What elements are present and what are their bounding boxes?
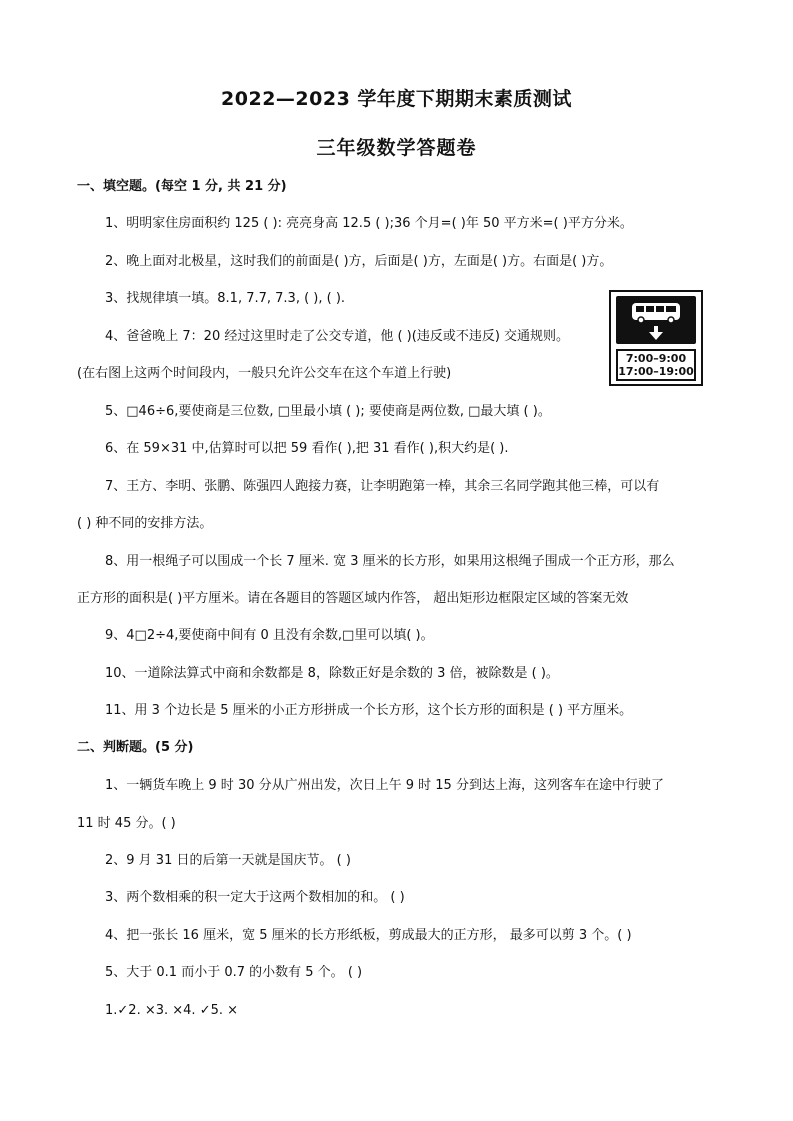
q1-4: 4、爸爸晚上 7：20 经过这里时走了公交专道，他 ( )(违反或不违反) 交通规则。 — [105, 329, 570, 344]
q1-4-note: (在右图上这两个时间段内，一般只允许公交车在这个车道上行驶) — [77, 366, 452, 381]
q2-5: 5、大于 0.1 而小于 0.7 的小数有 5 个。 ( ) — [105, 965, 363, 980]
bus-icon — [616, 296, 696, 344]
q2-2: 2、9 月 31 日的后第一天就是国庆节。 ( ) — [105, 853, 351, 868]
section1-heading: 一、填空题。(每空 1 分, 共 21 分) — [77, 179, 287, 194]
q1-11: 11、用 3 个边长是 5 厘米的小正方形拼成一个长方形，这个长方形的面积是 ( ) 平方厘米。 — [105, 703, 633, 718]
q1-9: 9、4□2÷4,要使商中间有 0 且没有余数,□里可以填( )。 — [105, 628, 434, 643]
bus-lane-time-morning: 7:00–9:00 — [625, 352, 687, 365]
exam-subtitle: 三年级数学答题卷 — [316, 137, 477, 159]
exam-title: 2022—2023 学年度下期期末素质测试 — [221, 88, 572, 110]
bus-lane-sign-panel — [616, 296, 696, 344]
q2-3: 3、两个数相乘的积一定大于这两个数相加的和。 ( ) — [105, 890, 405, 905]
q2-4: 4、把一张长 16 厘米，宽 5 厘米的长方形纸板，剪成最大的正方形， 最多可以剪 3 个。( ) — [105, 928, 632, 943]
q1-1: 1、明明家住房面积约 125 ( ): 亮亮身高 12.5 ( );36 个月=( )年 50 平方米=( )平方分米。 — [105, 216, 633, 231]
q1-5: 5、□46÷6,要使商是三位数, □里最小填 ( ); 要使商是两位数, □最大填 ( )。 — [105, 404, 551, 419]
section2-heading: 二、判断题。(5 分) — [77, 740, 194, 755]
q1-6: 6、在 59×31 中,估算时可以把 59 看作( ),把 31 看作( ),积大约是( ). — [105, 441, 509, 456]
section2-answers: 1.✓2. ×3. ×4. ✓5. × — [105, 1003, 239, 1018]
q2-1: 1、一辆货车晚上 9 时 30 分从广州出发，次日上午 9 时 15 分到达上海，这列客车在途中行驶了 — [105, 778, 664, 793]
q1-8: 8、用一根绳子可以围成一个长 7 厘米. 宽 3 厘米的长方形，如果用这根绳子围成一个正方形，那么 — [105, 554, 675, 569]
q2-1-cont: 11 时 45 分。( ) — [77, 816, 176, 831]
bus-lane-time-evening: 17:00–19:00 — [618, 365, 694, 378]
q1-10: 10、一道除法算式中商和余数都是 8，除数正好是余数的 3 倍，被除数是 ( )。 — [105, 666, 559, 681]
q1-3: 3、找规律填一填。8.1, 7.7, 7.3, ( ), ( ). — [105, 291, 346, 306]
down-arrow-icon — [649, 326, 663, 340]
q1-2: 2、晚上面对北极星，这时我们的前面是( )方，后面是( )方，左面是( )方。右面是( )方。 — [105, 254, 613, 269]
q1-7: 7、王方、李明、张鹏、陈强四人跑接力赛，让李明跑第一棒，其余三名同学跑其他三棒，可以有 — [105, 479, 660, 494]
bus-lane-hours — [616, 349, 696, 381]
q1-7-cont: ( ) 种不同的安排方法。 — [77, 516, 213, 531]
bus-lane-sign — [609, 290, 703, 386]
q1-8-cont: 正方形的面积是( )平方厘米。请在各题目的答题区域内作答， 超出矩形边框限定区域的答案无效 — [77, 591, 629, 606]
